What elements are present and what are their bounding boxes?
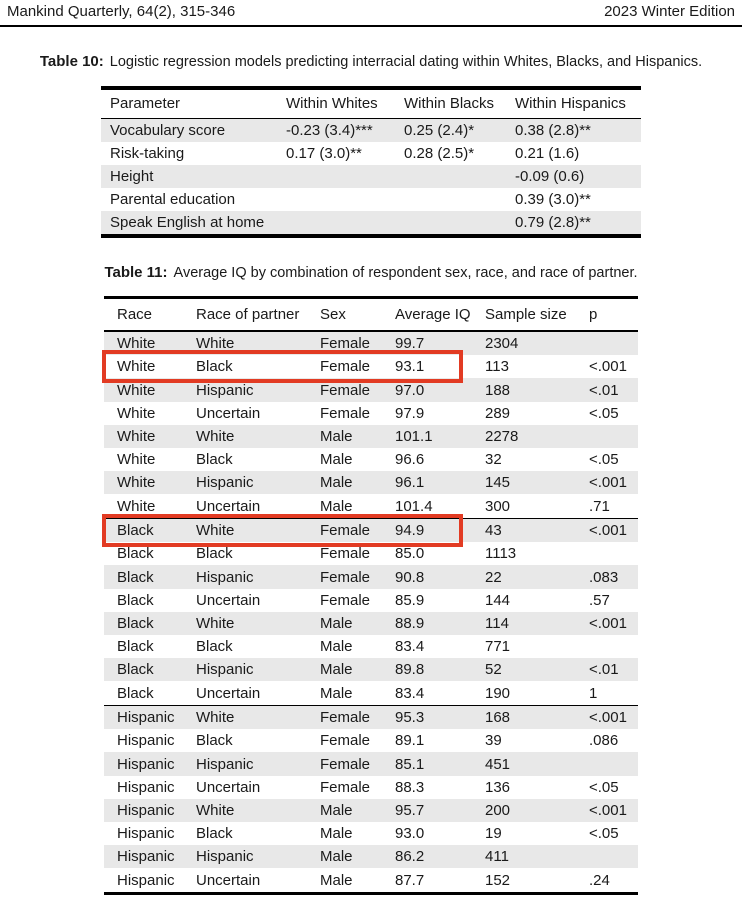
table-cell: Speak English at home bbox=[110, 214, 265, 232]
table-cell: <.001 bbox=[589, 474, 627, 492]
table-cell: 95.3 bbox=[395, 709, 425, 727]
table-cell: 200 bbox=[485, 801, 511, 819]
table-row bbox=[104, 752, 638, 775]
table-cell: Female bbox=[320, 335, 371, 353]
table-cell: Female bbox=[320, 709, 371, 727]
table-cell: 451 bbox=[485, 755, 511, 773]
table-cell: <.05 bbox=[589, 451, 619, 469]
table-row bbox=[101, 119, 641, 142]
table-cell: Male bbox=[320, 825, 353, 843]
table-row bbox=[104, 822, 638, 845]
table-cell: Hispanic bbox=[196, 661, 254, 679]
column-header-sex: Sex bbox=[320, 306, 346, 324]
table-cell: 300 bbox=[485, 497, 511, 515]
table-cell: 85.1 bbox=[395, 755, 425, 773]
table-cell: 152 bbox=[485, 871, 511, 889]
table-cell: Hispanic bbox=[117, 871, 175, 889]
table-cell: <.01 bbox=[589, 661, 619, 679]
table-row bbox=[101, 211, 641, 234]
table-cell: <.001 bbox=[589, 522, 627, 540]
journal-reference: Mankind Quarterly, 64(2), 315-346 bbox=[7, 3, 236, 20]
table-cell: Male bbox=[320, 661, 353, 679]
table-cell: 94.9 bbox=[395, 522, 425, 540]
table-cell: Parental education bbox=[110, 191, 236, 209]
table-cell: 43 bbox=[485, 522, 502, 540]
table-cell: Male bbox=[320, 474, 353, 492]
table-header-row bbox=[104, 299, 638, 330]
table-cell: White bbox=[117, 427, 156, 445]
table-cell: Hispanic bbox=[117, 755, 175, 773]
table-row bbox=[104, 776, 638, 799]
table-row bbox=[101, 188, 641, 211]
table-cell: White bbox=[196, 335, 235, 353]
table-cell: Black bbox=[117, 591, 154, 609]
table-10-logistic-regression bbox=[101, 86, 641, 238]
table-cell: Male bbox=[320, 427, 353, 445]
table-cell: 93.1 bbox=[395, 358, 425, 376]
table-cell: 39 bbox=[485, 732, 502, 750]
table-row bbox=[104, 471, 638, 494]
table-cell: 0.21 (1.6) bbox=[515, 145, 580, 163]
table-cell: 87.7 bbox=[395, 871, 425, 889]
column-header-parameter: Parameter bbox=[110, 95, 181, 112]
table-cell: 1113 bbox=[485, 545, 517, 563]
table-row bbox=[104, 589, 638, 612]
table-cell: Hispanic bbox=[196, 568, 254, 586]
table10-caption-label: Table 10: bbox=[39, 53, 104, 70]
table-cell: <.001 bbox=[589, 801, 627, 819]
table-cell: 101.4 bbox=[395, 497, 433, 515]
table-row bbox=[104, 868, 638, 891]
table-cell: White bbox=[117, 335, 156, 353]
table-cell: Hispanic bbox=[117, 778, 175, 796]
table-row bbox=[104, 332, 638, 355]
table-row bbox=[104, 355, 638, 378]
table-cell: 144 bbox=[485, 591, 511, 609]
table-cell: 97.0 bbox=[395, 381, 425, 399]
table-cell: Male bbox=[320, 497, 353, 515]
table-row bbox=[104, 658, 638, 681]
table-body bbox=[104, 332, 638, 892]
table-cell: Uncertain bbox=[196, 404, 261, 422]
table-cell: <.05 bbox=[589, 825, 619, 843]
table-cell: 83.4 bbox=[395, 684, 425, 702]
table-cell: Black bbox=[196, 825, 233, 843]
table-cell: Hispanic bbox=[196, 848, 254, 866]
edition-label: 2023 Winter Edition bbox=[604, 3, 735, 20]
table-cell: .24 bbox=[589, 871, 610, 889]
table-cell: White bbox=[117, 381, 156, 399]
table-cell: 85.9 bbox=[395, 591, 425, 609]
table-cell: Female bbox=[320, 404, 371, 422]
column-header-within-whites: Within Whites bbox=[286, 95, 378, 112]
table-cell: 1 bbox=[589, 684, 598, 702]
table-cell: Black bbox=[117, 545, 154, 563]
table-cell: 90.8 bbox=[395, 568, 425, 586]
table-cell: 93.0 bbox=[395, 825, 425, 843]
table-cell: White bbox=[196, 427, 235, 445]
table-cell: Vocabulary score bbox=[110, 122, 226, 140]
table10-caption-text: Logistic regression models predicting interracial dating within Whites, Blacks, and Hispanics. bbox=[109, 54, 703, 70]
table-cell: Black bbox=[196, 732, 233, 750]
table-cell: 136 bbox=[485, 778, 511, 796]
table-cell: Risk-taking bbox=[110, 145, 185, 163]
table-cell: Male bbox=[320, 451, 353, 469]
table11-caption-text: Average IQ by combination of respondent sex, race, and race of partner. bbox=[173, 264, 638, 281]
table-cell: Male bbox=[320, 614, 353, 632]
table-cell: White bbox=[117, 474, 156, 492]
table-bottom-rule bbox=[101, 234, 641, 238]
table-cell: 86.2 bbox=[395, 848, 425, 866]
table-cell: 99.7 bbox=[395, 335, 425, 353]
table-cell: <.05 bbox=[589, 778, 619, 796]
table-cell: Black bbox=[196, 545, 233, 563]
table-cell: Black bbox=[117, 614, 154, 632]
table-cell: 2304 bbox=[485, 335, 519, 353]
table-row bbox=[104, 565, 638, 588]
table-cell: 188 bbox=[485, 381, 511, 399]
table-cell: Black bbox=[117, 684, 154, 702]
table-cell: Female bbox=[320, 568, 371, 586]
table-cell: Hispanic bbox=[196, 474, 254, 492]
column-header-p: p bbox=[589, 306, 598, 324]
table-cell: 168 bbox=[485, 709, 511, 727]
table-cell: Hispanic bbox=[117, 848, 175, 866]
table-body bbox=[101, 119, 641, 234]
table-cell: Hispanic bbox=[117, 732, 175, 750]
column-header-sample-size: Sample size bbox=[485, 306, 567, 324]
table-row bbox=[101, 165, 641, 188]
table-row bbox=[104, 494, 638, 517]
table-cell: 289 bbox=[485, 404, 511, 422]
table-cell: White bbox=[117, 358, 156, 376]
table-row bbox=[104, 799, 638, 822]
table-cell: Black bbox=[196, 451, 233, 469]
table-cell: 0.28 (2.5)* bbox=[404, 145, 475, 163]
table-cell: Black bbox=[117, 522, 154, 540]
table-cell: Female bbox=[320, 522, 371, 540]
table-cell: Uncertain bbox=[196, 684, 261, 702]
table-cell: 114 bbox=[485, 614, 509, 632]
table-row bbox=[104, 425, 638, 448]
table-cell: Female bbox=[320, 358, 371, 376]
table-cell: 95.7 bbox=[395, 801, 425, 819]
column-header-average-iq: Average IQ bbox=[395, 306, 471, 324]
table-cell: 88.9 bbox=[395, 614, 425, 632]
table-cell: 0.79 (2.8)** bbox=[515, 214, 591, 232]
table-11-average-iq bbox=[104, 296, 638, 895]
table-cell: Male bbox=[320, 638, 353, 656]
table-cell: 97.9 bbox=[395, 404, 425, 422]
table-cell: 85.0 bbox=[395, 545, 425, 563]
table-cell: Hispanic bbox=[117, 825, 175, 843]
table-cell: Male bbox=[320, 801, 353, 819]
table11-caption bbox=[0, 264, 742, 281]
table-row bbox=[104, 706, 638, 729]
table-cell: 113 bbox=[485, 358, 509, 376]
table-row bbox=[101, 142, 641, 165]
column-header-within-blacks: Within Blacks bbox=[404, 95, 495, 112]
table-cell: 96.1 bbox=[395, 474, 425, 492]
table-cell: 0.38 (2.8)** bbox=[515, 122, 591, 140]
table-cell: .086 bbox=[589, 732, 619, 750]
table-cell: 771 bbox=[485, 638, 511, 656]
table-cell: -0.23 (3.4)*** bbox=[286, 122, 373, 140]
table-cell: Female bbox=[320, 545, 371, 563]
table-cell: White bbox=[196, 709, 235, 727]
table-cell: White bbox=[117, 497, 156, 515]
table-cell: <.001 bbox=[589, 709, 627, 727]
table-cell: .71 bbox=[589, 497, 610, 515]
table-cell: <.001 bbox=[589, 358, 627, 376]
table-cell: 411 bbox=[485, 848, 509, 866]
table-cell: White bbox=[196, 522, 235, 540]
table-cell: Female bbox=[320, 732, 371, 750]
table-cell: 89.1 bbox=[395, 732, 425, 750]
table-cell: 145 bbox=[485, 474, 511, 492]
table-cell: Height bbox=[110, 168, 154, 186]
table-cell: Black bbox=[117, 568, 154, 586]
table-cell: 19 bbox=[485, 825, 502, 843]
table-row bbox=[104, 612, 638, 635]
page-header bbox=[0, 0, 742, 27]
table-row bbox=[104, 448, 638, 471]
table-row bbox=[104, 378, 638, 401]
table-cell: 0.25 (2.4)* bbox=[404, 122, 475, 140]
table-cell: <.01 bbox=[589, 381, 619, 399]
table-cell: Black bbox=[196, 358, 233, 376]
table-row bbox=[104, 729, 638, 752]
table-header-row bbox=[101, 90, 641, 118]
table-cell: Black bbox=[117, 661, 154, 679]
table-row bbox=[104, 519, 638, 542]
table-cell: 0.17 (3.0)** bbox=[286, 145, 362, 163]
table-cell: Female bbox=[320, 591, 371, 609]
table-cell: Uncertain bbox=[196, 778, 261, 796]
table-cell: Female bbox=[320, 755, 371, 773]
table-cell: 96.6 bbox=[395, 451, 425, 469]
table-cell: Hispanic bbox=[196, 381, 254, 399]
table-cell: 88.3 bbox=[395, 778, 425, 796]
table-cell: White bbox=[196, 614, 235, 632]
table-cell: -0.09 (0.6) bbox=[515, 168, 585, 186]
table-cell: Uncertain bbox=[196, 497, 261, 515]
table-row bbox=[104, 681, 638, 704]
table-cell: Uncertain bbox=[196, 871, 261, 889]
table-cell: Female bbox=[320, 778, 371, 796]
column-header-race-of-partner: Race of partner bbox=[196, 306, 300, 324]
table-cell: Female bbox=[320, 381, 371, 399]
table-cell: Black bbox=[117, 638, 154, 656]
table-cell: 32 bbox=[485, 451, 502, 469]
table-cell: 52 bbox=[485, 661, 502, 679]
table-cell: 190 bbox=[485, 684, 511, 702]
table-row bbox=[104, 635, 638, 658]
table-cell: 89.8 bbox=[395, 661, 425, 679]
table-cell: Male bbox=[320, 848, 353, 866]
table-cell: 22 bbox=[485, 568, 502, 586]
table-cell: .57 bbox=[589, 591, 610, 609]
table-cell: Male bbox=[320, 684, 353, 702]
table-cell: White bbox=[117, 451, 156, 469]
table-cell: White bbox=[196, 801, 235, 819]
table-cell: <.001 bbox=[589, 614, 627, 632]
column-header-within-hispanics: Within Hispanics bbox=[515, 95, 626, 112]
table-cell: 0.39 (3.0)** bbox=[515, 191, 591, 209]
column-header-race: Race bbox=[117, 306, 153, 324]
table-cell: Male bbox=[320, 871, 353, 889]
table-cell: Hispanic bbox=[117, 801, 175, 819]
table11-caption-label: Table 11: bbox=[104, 263, 168, 281]
table-cell: 2278 bbox=[485, 427, 519, 445]
table10-caption bbox=[0, 53, 742, 70]
table-cell: <.05 bbox=[589, 404, 619, 422]
table-cell: Hispanic bbox=[196, 755, 254, 773]
table-cell: 101.1 bbox=[395, 427, 433, 445]
table-row bbox=[104, 845, 638, 868]
table-cell: .083 bbox=[589, 568, 619, 586]
table-cell: White bbox=[117, 404, 156, 422]
table-bottom-rule bbox=[104, 892, 638, 896]
table-cell: Uncertain bbox=[196, 591, 261, 609]
table-cell: Hispanic bbox=[117, 709, 175, 727]
table-row bbox=[104, 542, 638, 565]
table-row bbox=[104, 402, 638, 425]
table-cell: 83.4 bbox=[395, 638, 425, 656]
table-cell: Black bbox=[196, 638, 233, 656]
